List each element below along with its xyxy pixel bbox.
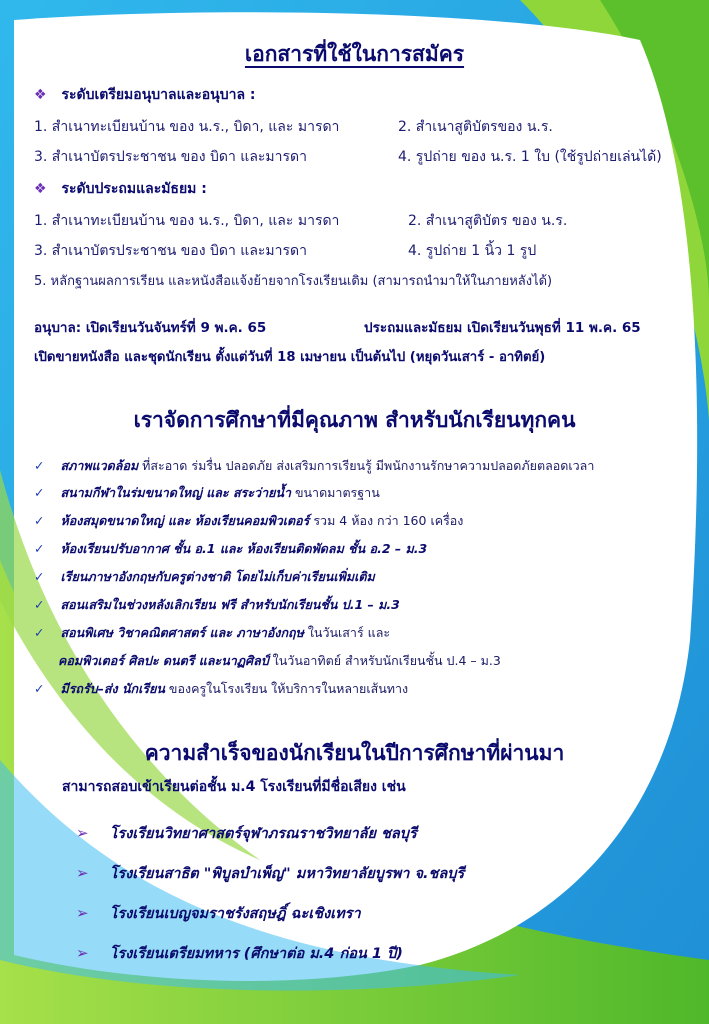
doc-item: 2. สำเนาสูติบัตรของ น.ร. — [398, 119, 553, 135]
check-icon: ✓ — [34, 458, 45, 473]
feature-item: ✓ ห้องเรียนปรับอากาศ ชั้น อ.1 และ ห้องเรียนติดพัดลม ชั้น อ.2 – ม.3 — [34, 541, 428, 556]
school-item: ➢ โรงเรียนเบญจมราชรังสฤษฎิ์ ฉะเชิงเทรา — [76, 904, 361, 922]
doc-item: 1. สำเนาทะเบียนบ้าน ของ น.ร., บิดา, และ มารดา — [34, 119, 340, 135]
feature-item: ✓ ห้องสมุดขนาดใหญ่ และ ห้องเรียนคอมพิวเตอร์ รวม 4 ห้อง กว่า 160 เครื่อง — [34, 513, 464, 528]
doc-item: 4. รูปถ่าย 1 นิ้ว 1 รูป — [408, 243, 537, 259]
doc-item: 5. หลักฐานผลการเรียน และหนังสือแจ้งย้ายจากโรงเรียนเดิม (สามารถนำมาให้ในภายหลังได้) — [34, 274, 553, 289]
feature-item: ✓ สอนเสริมในช่วงหลังเลิกเรียน ฟรี สำหรับนักเรียนชั้น ป.1 – ม.3 — [34, 597, 400, 612]
documents-title: เอกสารที่ใช้ในการสมัคร — [244, 42, 465, 66]
doc-item: 3. สำเนาบัตรประชาชน ของ บิดา และมารดา — [34, 149, 307, 165]
check-icon: ✓ — [34, 569, 45, 584]
school-item: ➢ โรงเรียนวิทยาศาสตร์จุฬาภรณราชวิทยาลัย ชลบุรี — [76, 824, 417, 842]
book-sale-date: เปิดขายหนังสือ และชุดนักเรียน ตั้งแต่วันที่ 18 เมษายน เป็นต้นไป (หยุดวันเสาร์ - อาทิตย์) — [34, 350, 546, 365]
doc-item: 1. สำเนาทะเบียนบ้าน ของ น.ร., บิดา, และ มารดา — [34, 213, 340, 229]
feature-item: ✓ สอนพิเศษ วิชาคณิตศาสตร์ และ ภาษาอังกฤษ ในวันเสาร์ และ — [34, 625, 391, 640]
check-icon: ✓ — [34, 681, 45, 696]
check-icon: ✓ — [34, 625, 45, 640]
check-icon: ✓ — [34, 485, 45, 500]
arrow-bullet-icon: ➢ — [76, 824, 89, 842]
doc-item: 3. สำเนาบัตรประชาชน ของ บิดา และมารดา — [34, 243, 307, 259]
feature-item: ✓ เรียนภาษาอังกฤษกับครูต่างชาติ โดยไม่เก็บค่าเรียนเพิ่มเติม — [34, 569, 375, 584]
success-title: ความสำเร็จของนักเรียนในปีการศึกษาที่ผ่านมา — [144, 741, 565, 765]
diamond-icon: ❖ — [34, 87, 47, 103]
feature-item: ✓ มีรถรับ–ส่ง นักเรียน ของครูในโรงเรียน ให้บริการในหลายเส้นทาง — [34, 681, 409, 696]
open-date-primary: ประถมและมัธยม เปิดเรียนวันพุธที่ 11 พ.ค. 65 — [364, 320, 641, 336]
check-icon: ✓ — [34, 513, 45, 528]
feature-item-continuation: คอมพิวเตอร์ ศิลปะ ดนตรี และนาฏศิลป์ ในวันอาทิตย์ สำหรับนักเรียนชั้น ป.4 – ม.3 — [58, 653, 501, 668]
feature-item: ✓ สภาพแวดล้อม ที่สะอาด ร่มรื่น ปลอดภัย ส่งเสริมการเรียนรู้ มีพนักงานรักษาความปลอดภัยตลอดเวลา — [34, 458, 595, 473]
check-icon: ✓ — [34, 541, 45, 556]
quality-title: เราจัดการศึกษาที่มีคุณภาพ สำหรับนักเรียนทุกคน — [133, 408, 576, 432]
open-date-kindergarten: อนุบาล: เปิดเรียนวันจันทร์ที่ 9 พ.ค. 65 — [34, 320, 267, 336]
diamond-icon: ❖ — [34, 181, 47, 197]
arrow-bullet-icon: ➢ — [76, 904, 89, 922]
school-item: ➢ โรงเรียนสาธิต "พิบูลบำเพ็ญ" มหาวิทยาลัยบูรพา จ.ชลบุรี — [76, 864, 465, 882]
arrow-bullet-icon: ➢ — [76, 944, 89, 962]
check-icon: ✓ — [34, 597, 45, 612]
doc-item: 4. รูปถ่าย ของ น.ร. 1 ใบ (ใช้รูปถ่ายเล่นได้) — [398, 149, 662, 165]
doc-item: 2. สำเนาสูติบัตร ของ น.ร. — [408, 213, 568, 229]
primary-secondary-heading: ❖ ระดับประถมและมัธยม : — [34, 181, 207, 197]
kindergarten-heading: ❖ ระดับเตรียมอนุบาลและอนุบาล : — [34, 87, 256, 103]
success-intro: สามารถสอบเข้าเรียนต่อชั้น ม.4 โรงเรียนที่มีชื่อเสียง เช่น — [62, 779, 406, 795]
feature-item: ✓ สนามกีฬาในร่มขนาดใหญ่ และ สระว่ายน้ำ ขนาดมาตรฐาน — [34, 485, 380, 500]
school-item: ➢ โรงเรียนเตรียมทหาร (ศึกษาต่อ ม.4 ก่อน 1 ปี) — [76, 944, 403, 962]
arrow-bullet-icon: ➢ — [76, 864, 89, 882]
